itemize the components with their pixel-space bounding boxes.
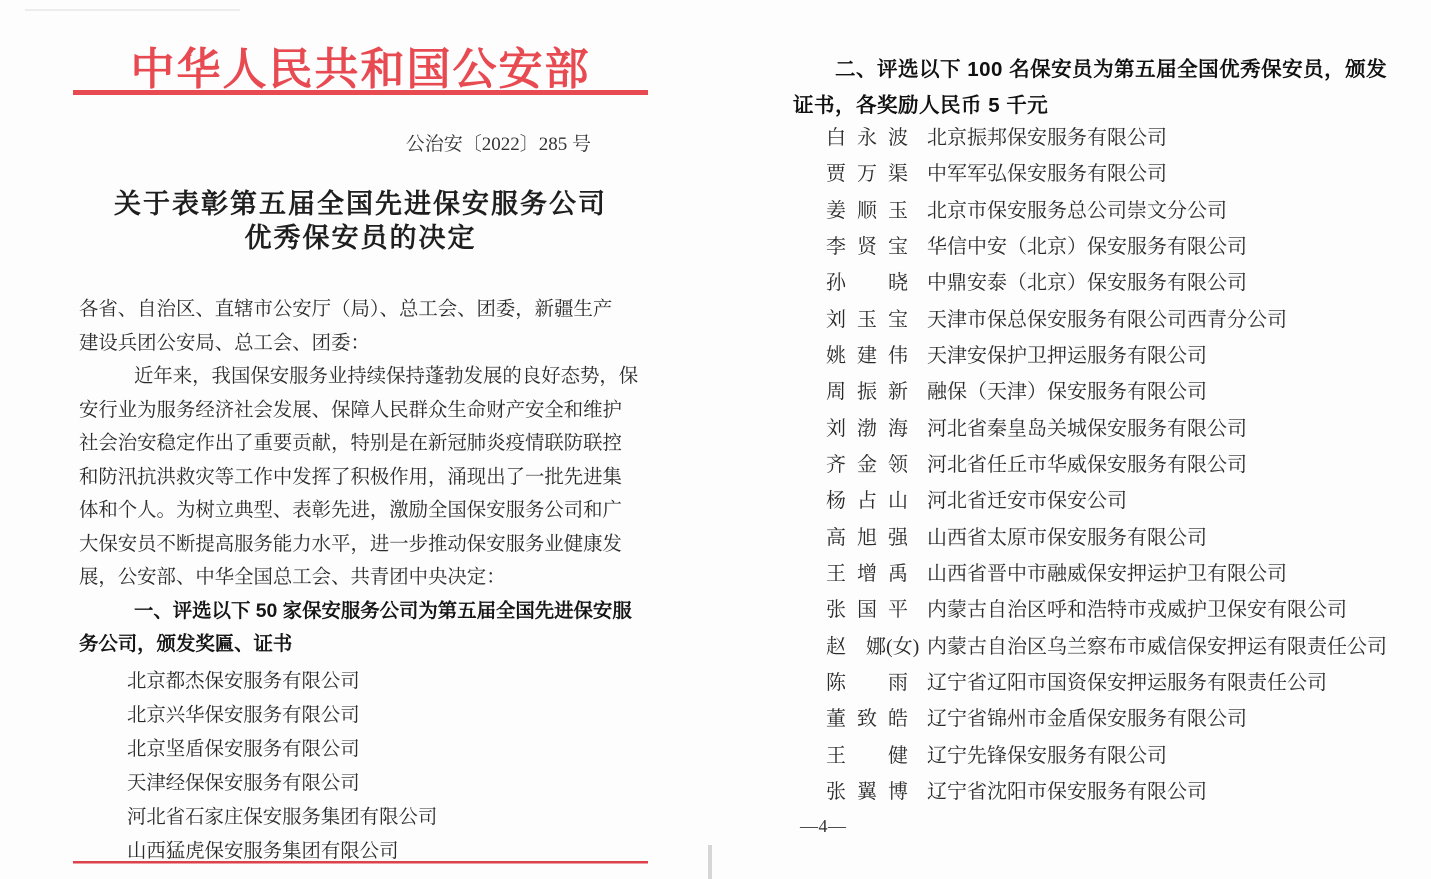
body-text	[73, 293, 648, 662]
awardee-row	[826, 411, 1410, 447]
awardee-name: 刘玉宝	[826, 308, 908, 331]
awardee-row	[826, 738, 1410, 774]
awardee-row	[826, 701, 1410, 737]
awardee-name: 高旭强	[826, 526, 908, 549]
awardee-row	[826, 374, 1410, 410]
awardee-row	[826, 302, 1410, 338]
awardee-company: 河北省秦皇岛关城保安服务有限公司	[927, 417, 1247, 440]
awardee-row	[826, 120, 1410, 156]
body-line: 一、评选以下 50 家保安服务公司为第五届全国先进保安服	[134, 599, 632, 622]
awardee-name: 孙 晓	[826, 272, 908, 295]
awardee-name: 白永波	[826, 127, 908, 149]
header-rule	[73, 90, 648, 95]
awardee-name: 杨占山	[826, 490, 908, 513]
page-number: —4—	[800, 816, 847, 836]
awardee-company: 北京振邦保安服务有限公司	[927, 127, 1167, 149]
company-item: 北京兴华保安服务有限公司	[127, 705, 360, 726]
awardee-company: 辽宁省沈阳市保安服务有限公司	[927, 780, 1207, 803]
awardee-row	[826, 665, 1410, 701]
awardee-name: 周振新	[826, 381, 908, 404]
awardee-row	[826, 592, 1410, 628]
awardee-name: 董致皓	[826, 708, 908, 731]
body-line: 社会治安稳定作出了重要贡献，特别是在新冠肺炎疫情联防联控	[79, 433, 622, 454]
awardee-company: 河北省任丘市华威保安服务有限公司	[927, 453, 1247, 476]
awardee-row	[826, 265, 1410, 301]
awardee-company: 内蒙古自治区乌兰察布市威信保安押运有限责任公司	[927, 635, 1387, 658]
awardee-row	[826, 774, 1410, 810]
awardee-row	[826, 447, 1410, 483]
body-line: 展，公安部、中华全国总工会、共青团中央决定：	[79, 567, 506, 588]
section2-heading-line2: 证书，各奖励人民币 5 千元	[793, 94, 1049, 117]
awardee-name: 王 健	[826, 744, 908, 767]
awardee-name: 齐金领	[826, 453, 908, 476]
awardee-name: 张国平	[826, 599, 908, 622]
awardee-company: 山西省晋中市融威保安押运护卫有限公司	[927, 562, 1287, 585]
scan-edge-line	[708, 845, 712, 879]
document-title-line2: 优秀保安员的决定	[244, 223, 477, 253]
awardee-company: 天津安保护卫押运服务有限公司	[927, 344, 1207, 367]
section2-heading-line1: 二、评选以下 100 名保安员为第五届全国优秀保安员，颁发	[835, 58, 1388, 81]
awardee-name: 姚建伟	[826, 344, 908, 367]
awardee-row	[826, 156, 1410, 192]
awardee-row	[826, 629, 1410, 665]
awardee-name: 姜顺玉	[826, 199, 908, 222]
awardee-company: 辽宁省锦州市金盾保安服务有限公司	[927, 708, 1247, 731]
body-line: 大保安员不断提高服务能力水平，进一步推动保安服务业健康发	[79, 533, 622, 555]
awardee-company: 辽宁省辽阳市国资保安押运服务有限责任公司	[927, 671, 1327, 694]
awardee-name: 赵 娜(女)	[826, 635, 920, 658]
agency-header: 中华人民共和国公安部	[130, 45, 591, 94]
document-title-line1: 关于表彰第五届全国先进保安服务公司	[114, 189, 607, 219]
awardee-row	[826, 483, 1410, 519]
body-line: 务公司，颁发奖匾、证书	[79, 633, 293, 655]
awardee-company: 内蒙古自治区呼和浩特市戎威护卫保安有限公司	[927, 599, 1347, 622]
company-item: 北京坚盾保安服务有限公司	[127, 739, 360, 760]
awardee-company: 中军军弘保安服务有限公司	[927, 163, 1167, 186]
awardee-company: 融保（天津）保安服务有限公司	[927, 381, 1207, 404]
awardee-company: 天津市保总保安服务有限公司西青分公司	[927, 308, 1287, 331]
awardee-company: 辽宁先锋保安服务有限公司	[927, 744, 1167, 767]
company-item: 山西猛虎保安服务集团有限公司	[127, 841, 399, 862]
scan-top-streak	[25, 9, 240, 11]
body-line: 各省、自治区、直辖市公安厅（局）、总工会、团委，新疆生产	[79, 299, 613, 320]
body-line: 建设兵团公安局、总工会、团委：	[79, 332, 370, 354]
awardee-name: 刘渤海	[826, 417, 908, 440]
doc-number: 公治安〔2022〕285 号	[405, 134, 591, 155]
awardee-row	[826, 338, 1410, 374]
body-line: 安行业为服务经济社会发展、保障人民群众生命财产安全和维护	[79, 399, 622, 421]
document-title	[73, 187, 648, 255]
page-left	[73, 0, 648, 879]
awardee-row	[826, 193, 1410, 229]
awardee-company: 山西省太原市保安服务有限公司	[927, 526, 1207, 549]
awardee-name: 李贤宝	[826, 235, 908, 258]
awardee-row	[826, 556, 1410, 592]
company-item: 河北省石家庄保安服务集团有限公司	[127, 807, 438, 828]
awardee-company: 中鼎安泰（北京）保安服务有限公司	[927, 272, 1247, 295]
awardee-name: 贾万渠	[826, 163, 908, 186]
awardee-name: 陈 雨	[826, 671, 908, 694]
body-line: 和防汛抗洪救灾等工作中发挥了积极作用，涌现出了一批先进集	[79, 466, 622, 488]
body-line: 体和个人。为树立典型、表彰先进，激励全国保安服务公司和广	[79, 500, 622, 521]
awardee-row	[826, 520, 1410, 556]
awardee-company: 华信中安（北京）保安服务有限公司	[927, 235, 1247, 258]
awardee-company: 河北省迁安市保安公司	[927, 490, 1127, 513]
company-item: 天津经保保安服务有限公司	[127, 773, 360, 794]
awardee-list	[826, 120, 1410, 810]
awardee-row	[826, 229, 1410, 265]
page-right	[790, 0, 1410, 879]
awardee-name: 王增禹	[826, 562, 908, 585]
footer-rule	[73, 861, 648, 864]
section2-heading	[790, 52, 1410, 124]
company-list	[73, 665, 648, 869]
awardee-name: 张翼博	[826, 780, 908, 803]
body-line: 近年来，我国保安服务业持续保持蓬勃发展的良好态势，保	[134, 366, 639, 387]
company-item: 北京都杰保安服务有限公司	[127, 671, 360, 692]
awardee-company: 北京市保安服务总公司崇文分公司	[927, 199, 1227, 222]
